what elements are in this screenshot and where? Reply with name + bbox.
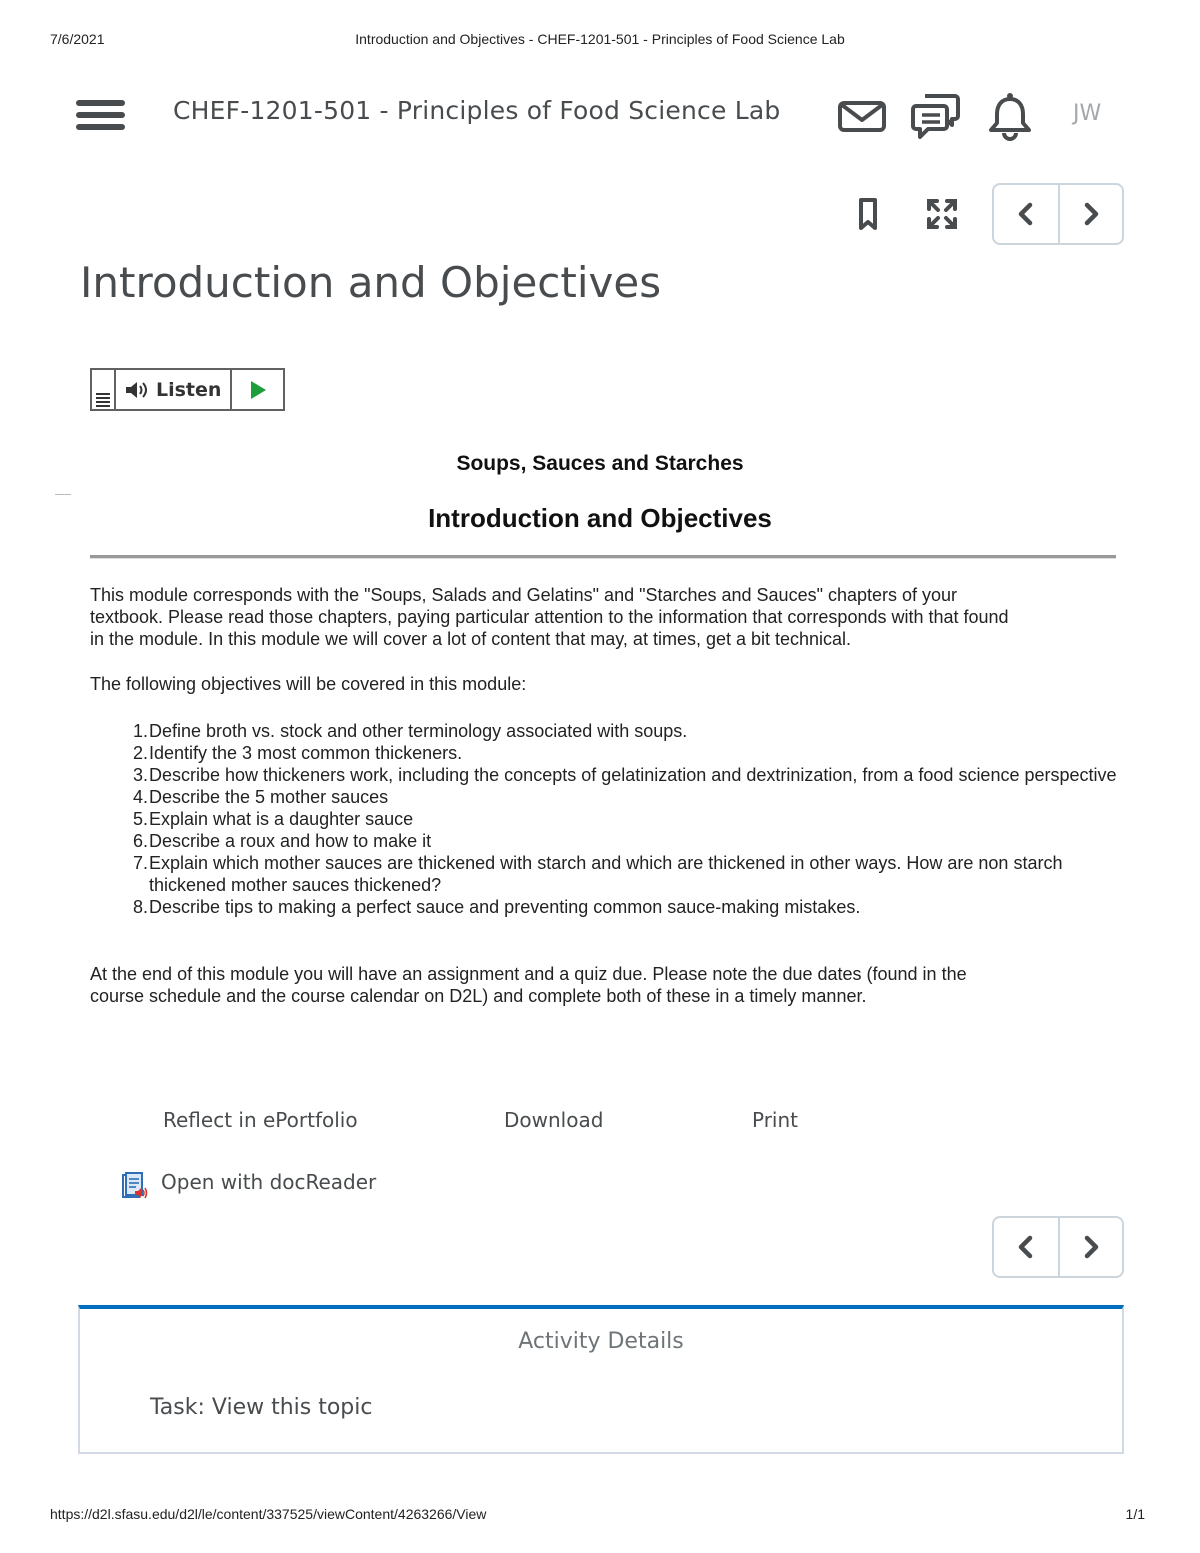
list-item: 1. Define broth vs. stock and other terminology associated with soups. bbox=[90, 720, 1120, 742]
objective-text: Define broth vs. stock and other terminology associated with soups. bbox=[149, 721, 688, 741]
document-subtitle: Soups, Sauces and Starches bbox=[456, 452, 744, 475]
play-icon bbox=[249, 380, 267, 400]
print-date: 7/6/2021 bbox=[50, 31, 105, 47]
closing-paragraph bbox=[90, 963, 1120, 1007]
list-item: 5. Explain what is a daughter sauce bbox=[90, 808, 1120, 830]
hamburger-menu-icon[interactable] bbox=[76, 98, 126, 134]
chevron-right-icon bbox=[1081, 202, 1101, 226]
bookmark-icon[interactable] bbox=[852, 197, 884, 233]
chevron-left-icon bbox=[1016, 202, 1036, 226]
objective-text: Describe a roux and how to make it bbox=[149, 831, 432, 851]
mail-icon[interactable] bbox=[837, 91, 887, 141]
intro-line: in the module. In this module we will cover a lot of content that may, at times, get a bit technical. bbox=[90, 629, 852, 649]
previous-topic-button[interactable] bbox=[994, 185, 1058, 243]
activity-details-title: Activity Details bbox=[518, 1329, 684, 1354]
objective-text: Describe how thickeners work, including the concepts of gelatinization and dextrinization, from a food science perspective bbox=[149, 765, 1117, 785]
listen-menu-button[interactable] bbox=[92, 370, 116, 409]
print-link[interactable]: Print bbox=[752, 1108, 799, 1132]
list-item: 3. Describe how thickeners work, including the concepts of gelatinization and dextrinization, from a food science perspective bbox=[90, 764, 1120, 786]
objective-text: Describe the 5 mother sauces bbox=[149, 787, 389, 807]
next-topic-button[interactable] bbox=[1058, 1218, 1122, 1276]
next-topic-button[interactable] bbox=[1058, 185, 1122, 243]
objective-text: Explain what is a daughter sauce bbox=[149, 809, 414, 829]
user-avatar-initials[interactable]: JW bbox=[1073, 101, 1102, 126]
listen-play-button[interactable] bbox=[232, 370, 283, 409]
list-item: 7. Explain which mother sauces are thickened with starch and which are thickened in other ways. How are non starch thickened mother sauces thickened? bbox=[90, 852, 1120, 896]
listen-widget bbox=[90, 368, 285, 411]
horizontal-rule bbox=[90, 555, 1116, 559]
list-item: 6. Describe a roux and how to make it bbox=[90, 830, 1120, 852]
print-url: https://d2l.sfasu.edu/d2l/le/content/337525/viewContent/4263266/View bbox=[50, 1506, 487, 1522]
objectives-list bbox=[90, 720, 1120, 918]
listen-label: Listen bbox=[156, 378, 222, 401]
intro-paragraph bbox=[90, 584, 1120, 650]
previous-topic-button[interactable] bbox=[994, 1218, 1058, 1276]
speaker-icon bbox=[124, 380, 150, 400]
divider-mark bbox=[55, 494, 71, 495]
list-item: 4. Describe the 5 mother sauces bbox=[90, 786, 1120, 808]
course-title[interactable]: CHEF-1201-501 - Principles of Food Science Lab bbox=[173, 96, 781, 125]
reflect-eportfolio-link[interactable]: Reflect in ePortfolio bbox=[163, 1108, 358, 1132]
menu-lines-icon bbox=[92, 370, 112, 409]
chevron-left-icon bbox=[1016, 1235, 1036, 1259]
docreader-icon bbox=[121, 1172, 149, 1202]
fullscreen-icon[interactable] bbox=[925, 197, 957, 233]
bell-icon[interactable] bbox=[985, 91, 1035, 141]
objective-text: Explain which mother sauces are thickened with starch and which are thickened in other ways. How are non starch thickened mother sauces thickened? bbox=[149, 853, 1063, 895]
list-item: 2. Identify the 3 most common thickeners. bbox=[90, 742, 1120, 764]
list-item: 8. Describe tips to making a perfect sauce and preventing common sauce-making mistakes. bbox=[90, 896, 1120, 918]
intro-line: textbook. Please read those chapters, paying particular attention to the information that corresponds with that found bbox=[90, 607, 1009, 627]
download-link[interactable]: Download bbox=[504, 1108, 604, 1132]
page-title: Introduction and Objectives bbox=[80, 258, 662, 307]
print-page-number: 1/1 bbox=[1125, 1506, 1145, 1522]
topic-pager-top bbox=[992, 183, 1124, 245]
document-heading: Introduction and Objectives bbox=[428, 503, 772, 533]
objective-text: Describe tips to making a perfect sauce and preventing common sauce-making mistakes. bbox=[149, 897, 861, 917]
topic-pager-bottom bbox=[992, 1216, 1124, 1278]
objectives-intro: The following objectives will be covered in this module: bbox=[90, 674, 527, 694]
open-docreader-link[interactable]: Open with docReader bbox=[161, 1170, 377, 1194]
listen-button[interactable] bbox=[116, 370, 232, 409]
objective-text: Identify the 3 most common thickeners. bbox=[149, 743, 463, 763]
chevron-right-icon bbox=[1081, 1235, 1101, 1259]
closing-line: course schedule and the course calendar on D2L) and complete both of these in a timely manner. bbox=[90, 986, 867, 1006]
chat-icon[interactable] bbox=[911, 91, 961, 141]
print-page-title: Introduction and Objectives - CHEF-1201-501 - Principles of Food Science Lab bbox=[355, 31, 845, 47]
intro-line: This module corresponds with the "Soups, Salads and Gelatins" and "Starches and Sauces" chapters of your bbox=[90, 585, 958, 605]
activity-details-panel bbox=[78, 1305, 1124, 1454]
activity-task: Task: View this topic bbox=[150, 1395, 373, 1420]
closing-line: At the end of this module you will have an assignment and a quiz due. Please note the due dates (found in the bbox=[90, 964, 967, 984]
